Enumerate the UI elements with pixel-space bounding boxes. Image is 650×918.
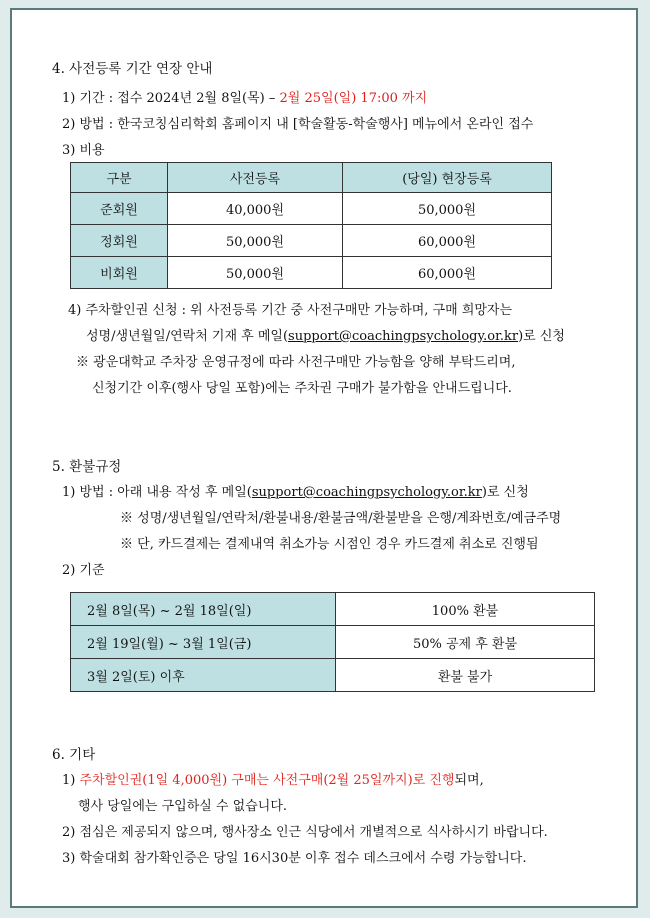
fee-row — [71, 225, 552, 257]
refund-row — [71, 659, 595, 692]
fee-header-preregistration: 사전등록 — [168, 163, 343, 193]
refund-row — [71, 626, 595, 659]
fee-header-category: 구분 — [71, 163, 168, 193]
fee-cell: 정회원 — [71, 225, 168, 257]
notice-page — [10, 8, 638, 908]
refund-period-cell: 2월 19일(월) ~ 3월 1일(금) — [71, 626, 336, 659]
registration-period — [62, 90, 427, 108]
section6-title: 6. 기타 — [52, 747, 96, 763]
etc-item1 — [62, 772, 484, 790]
period-deadline: 2월 25일(일) 17:00 까지 — [279, 91, 428, 106]
refund-method-prefix: 1) 방법 : 아래 내용 작성 후 메일( — [62, 485, 252, 500]
refund-table — [70, 592, 595, 692]
parking-line2-suffix: )로 신청 — [518, 329, 565, 344]
refund-email-link[interactable]: support@coachingpsychology.or.kr — [251, 485, 482, 500]
refund-row — [71, 593, 595, 626]
refund-period-cell: 2월 8일(목) ~ 2월 18일(일) — [71, 593, 336, 626]
criteria-label: 2) 기준 — [62, 563, 105, 578]
fee-cell: 40,000원 — [168, 193, 343, 225]
fee-cell: 50,000원 — [168, 225, 343, 257]
refund-period-cell: 3월 2일(토) 이후 — [71, 659, 336, 692]
etc-item3: 3) 학술대회 참가확인증은 당일 16시30분 이후 접수 데스크에서 수령 가능합니다. — [62, 851, 527, 866]
refund-note2: ※ 단, 카드결제는 결제내역 취소가능 시점인 경우 카드결제 취소로 진행됨 — [120, 537, 539, 552]
fee-cell: 준회원 — [71, 193, 168, 225]
section4-title: 4. 사전등록 기간 연장 안내 — [52, 61, 213, 77]
fee-cell: 60,000원 — [343, 257, 552, 289]
refund-method — [62, 484, 529, 502]
refund-rate-cell: 환불 불가 — [336, 659, 595, 692]
etc-item2: 2) 점심은 제공되지 않으며, 행사장소 인근 식당에서 개별적으로 식사하시기 바랍니다. — [62, 825, 548, 840]
fee-table-header — [71, 163, 552, 193]
fee-cell: 비회원 — [71, 257, 168, 289]
fee-cell: 50,000원 — [343, 193, 552, 225]
parking-line1: 4) 주차할인권 신청 : 위 사전등록 기간 중 사전구매만 가능하며, 구매 희망자는 — [68, 303, 513, 318]
etc-item1-line2: 행사 당일에는 구입하실 수 없습니다. — [78, 799, 288, 814]
etc-item1-number: 1) — [62, 773, 76, 788]
etc-item1-rest: 되며, — [454, 773, 484, 788]
period-prefix: 1) 기간 : 접수 2024년 2월 8일(목) – — [62, 91, 276, 106]
section5-title: 5. 환불규정 — [52, 459, 122, 475]
parking-note1: ※ 광운대학교 주차장 운영규정에 따라 사전구매만 가능함을 양해 부탁드리며, — [76, 355, 516, 370]
etc-item1-highlight: 주차할인권(1일 4,000원) 구매는 사전구매(2월 25일까지)로 진행 — [79, 773, 455, 788]
fee-table — [70, 162, 552, 289]
parking-line2-prefix: 성명/생년월일/연락처 기재 후 메일( — [86, 329, 289, 344]
registration-method: 2) 방법 : 한국코칭심리학회 홈페이지 내 [학술활동-학술행사] 메뉴에서 온라인 접수 — [62, 117, 534, 132]
fee-header-onsite: (당일) 현장등록 — [343, 163, 552, 193]
fee-cell: 50,000원 — [168, 257, 343, 289]
cost-label: 3) 비용 — [62, 143, 105, 158]
refund-method-suffix: )로 신청 — [481, 485, 529, 500]
fee-cell: 60,000원 — [343, 225, 552, 257]
parking-line2 — [86, 328, 565, 346]
refund-rate-cell: 50% 공제 후 환불 — [336, 626, 595, 659]
fee-row — [71, 193, 552, 225]
parking-email-link[interactable]: support@coachingpsychology.or.kr — [288, 329, 519, 344]
parking-note2: 신청기간 이후(행사 당일 포함)에는 주차권 구매가 불가함을 안내드립니다. — [92, 381, 512, 396]
fee-row — [71, 257, 552, 289]
refund-note1: ※ 성명/생년월일/연락처/환불내용/환불금액/환불받을 은행/계좌번호/예금주명 — [120, 511, 562, 526]
refund-rate-cell: 100% 환불 — [336, 593, 595, 626]
